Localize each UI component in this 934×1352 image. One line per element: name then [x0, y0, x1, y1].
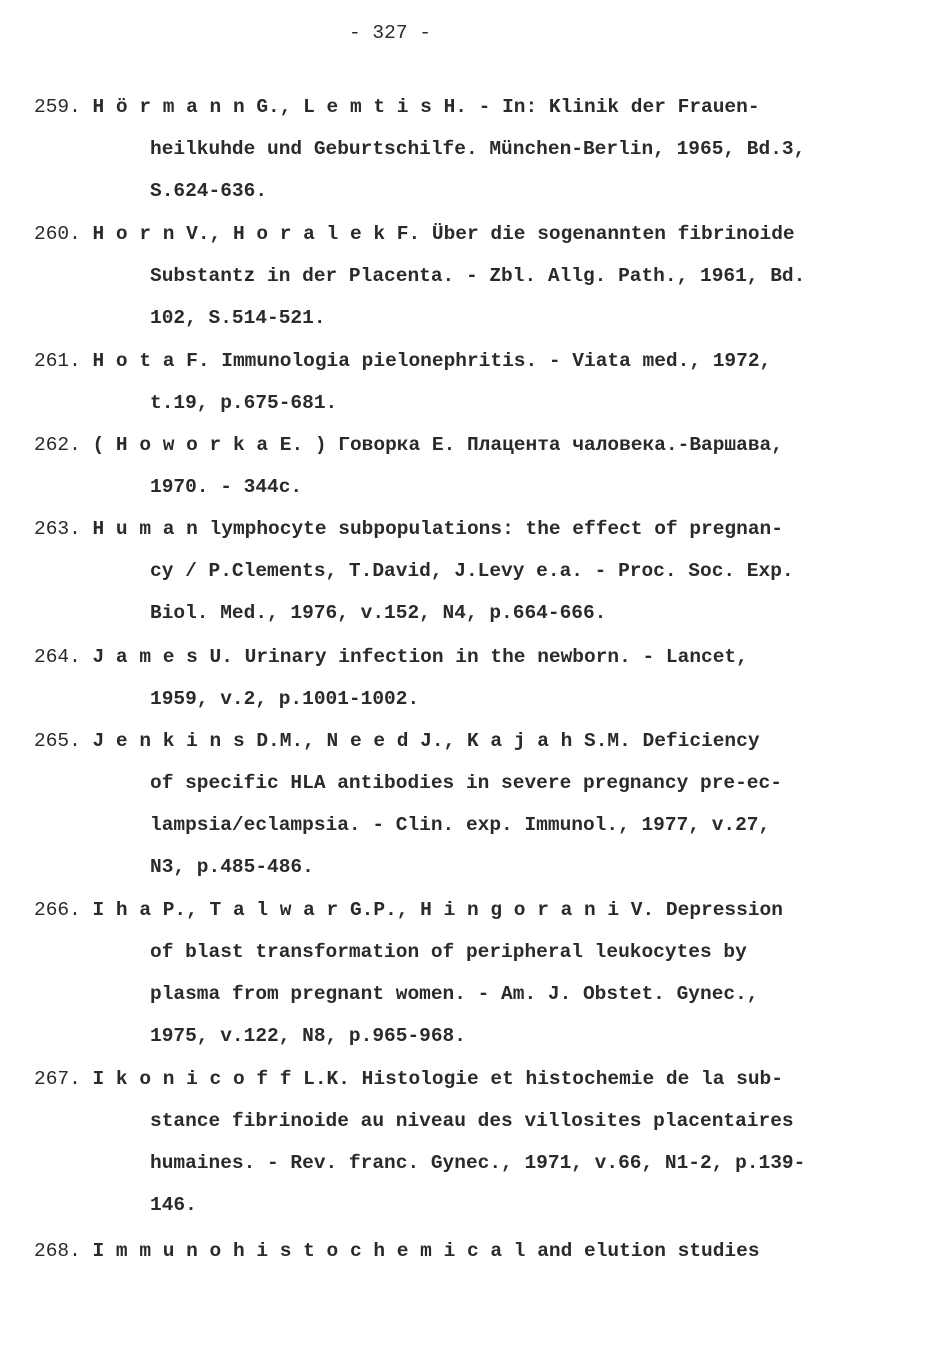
reference-entry [34, 424, 914, 508]
reference-line [34, 86, 914, 128]
reference-line [34, 889, 914, 931]
reference-line: lampsia/eclampsia. - Clin. exp. Immunol., 1977, v.27, [150, 814, 771, 836]
reference-line: of specific HLA antibodies in severe pregnancy pre-ec- [150, 772, 782, 794]
reference-line: 1970. - 344с. [150, 476, 303, 498]
reference-line: heilkuhde und Geburtschilfe. München-Berlin, 1965, Bd.3, [150, 138, 806, 160]
reference-line: N3, p.485-486. [150, 856, 314, 878]
reference-text: ( H o w o r k a E. ) Говорка Е. Плацента чаловека.-Варшава, [92, 434, 783, 456]
reference-text: H o r n V., H o r a l e k F. Über die sogenannten fibrinoide [92, 223, 795, 245]
reference-line: Substantz in der Placenta. - Zbl. Allg. Path., 1961, Bd. [150, 265, 806, 287]
reference-text: J e n k i n s D.M., N e e d J., K a j a h S.M. Deficiency [92, 730, 760, 752]
reference-line [34, 636, 914, 678]
reference-line: stance fibrinoide au niveau des villosites placentaires [150, 1110, 794, 1132]
reference-entry [34, 1230, 914, 1272]
reference-number: 263. [34, 518, 81, 540]
reference-line [34, 424, 914, 466]
reference-text: H o t a F. Immunologia pielonephritis. - Viata med., 1972, [92, 350, 772, 372]
page-number: - 327 - [349, 22, 431, 44]
reference-line [34, 213, 914, 255]
reference-line: t.19, p.675-681. [150, 392, 338, 414]
reference-line [34, 1230, 914, 1272]
reference-number: 266. [34, 899, 81, 921]
reference-line: of blast transformation of peripheral leukocytes by [150, 941, 747, 963]
reference-text: H u m a n lymphocyte subpopulations: the effect of pregnan- [92, 518, 783, 540]
reference-number: 260. [34, 223, 81, 245]
reference-number: 261. [34, 350, 81, 372]
reference-number: 267. [34, 1068, 81, 1090]
reference-number: 268. [34, 1240, 81, 1262]
reference-entry [34, 508, 914, 634]
reference-line: 1959, v.2, p.1001-1002. [150, 688, 420, 710]
reference-line [34, 1058, 914, 1100]
reference-entry [34, 213, 914, 339]
reference-number: 259. [34, 96, 81, 118]
reference-line: plasma from pregnant women. - Am. J. Obstet. Gynec., [150, 983, 759, 1005]
reference-line [34, 508, 914, 550]
reference-line: humaines. - Rev. franc. Gynec., 1971, v.66, N1-2, p.139- [150, 1152, 806, 1174]
reference-number: 264. [34, 646, 81, 668]
reference-entry [34, 636, 914, 720]
reference-text: I m m u n o h i s t o c h e m i c a l and elution studies [92, 1240, 760, 1262]
reference-text: J a m e s U. Urinary infection in the newborn. - Lancet, [92, 646, 748, 668]
reference-line [34, 720, 914, 762]
reference-entry [34, 889, 914, 1057]
reference-entry [34, 720, 914, 888]
reference-line: cy / P.Clements, T.David, J.Levy e.a. - Proc. Soc. Exp. [150, 560, 794, 582]
reference-entry [34, 86, 914, 212]
reference-entry [34, 1058, 914, 1226]
reference-number: 265. [34, 730, 81, 752]
reference-text: I h a P., T a l w a r G.P., H i n g o r a n i V. Depression [92, 899, 783, 921]
reference-line: 102, S.514-521. [150, 307, 326, 329]
reference-entry [34, 340, 914, 424]
reference-line: Biol. Med., 1976, v.152, N4, p.664-666. [150, 602, 607, 624]
reference-text: H ö r m a n n G., L e m t i s H. - In: Klinik der Frauen- [92, 96, 760, 118]
reference-number: 262. [34, 434, 81, 456]
reference-text: I k o n i c o f f L.K. Histologie et histochemie de la sub- [92, 1068, 783, 1090]
reference-line: 146. [150, 1194, 197, 1216]
reference-line: S.624-636. [150, 180, 268, 202]
reference-line [34, 340, 914, 382]
reference-line: 1975, v.122, N8, p.965-968. [150, 1025, 466, 1047]
